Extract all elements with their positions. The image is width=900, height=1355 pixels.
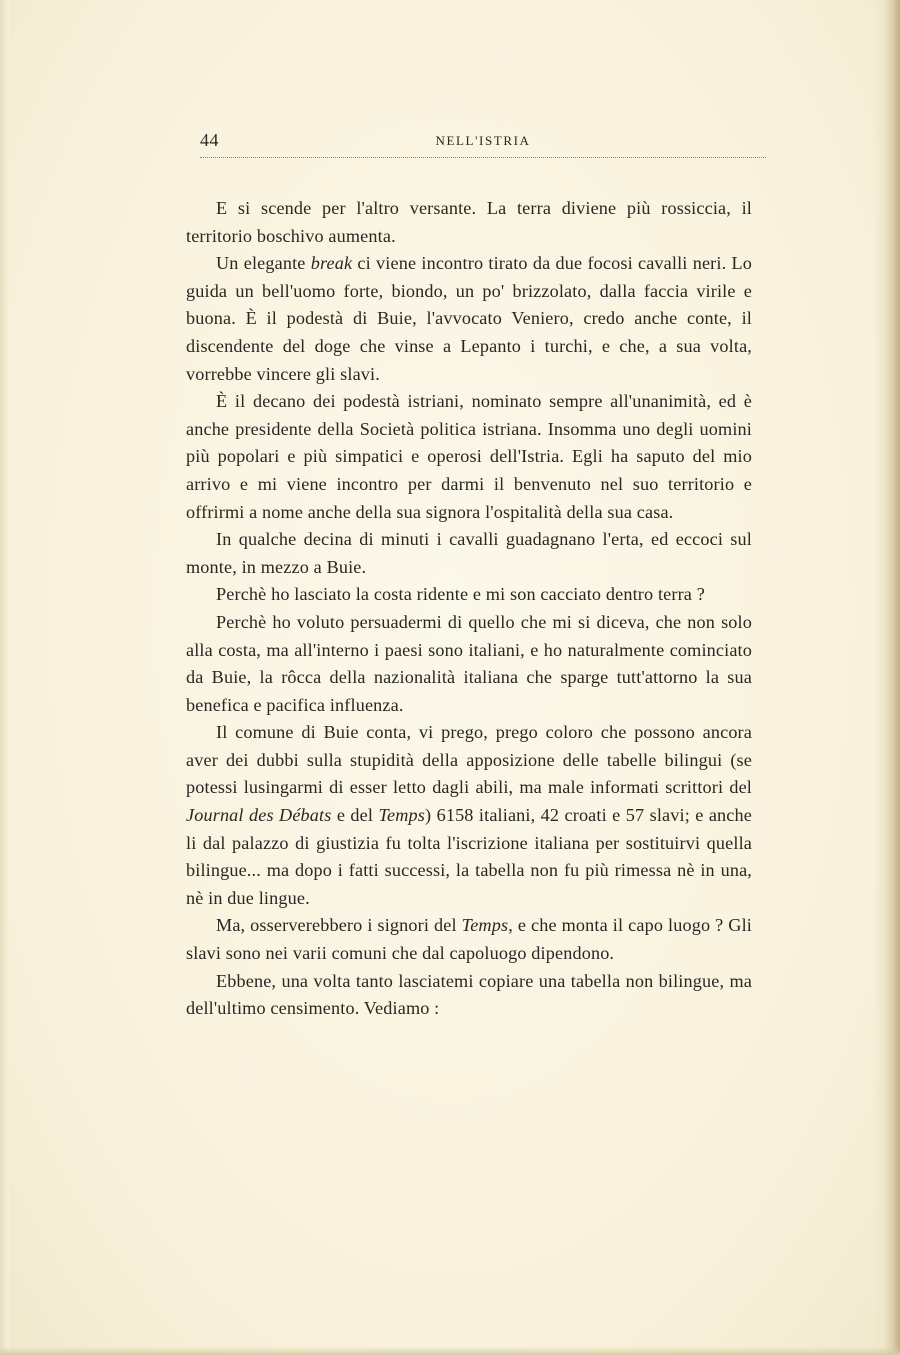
paragraph: Perchè ho lasciato la costa ridente e mi son cacciato dentro terra ? (216, 584, 705, 605)
page-left-edge (0, 0, 10, 1355)
paragraph: Ebbene, una volta tanto lasciatemi copiare una tabella non bilingue, ma dell'ultimo censimento. Vediamo : (186, 970, 752, 1019)
body-text (186, 195, 752, 1023)
paragraph: In qualche decina di minuti i cavalli guadagnano l'erta, ed eccoci sul monte, in mezzo a Buie. (186, 529, 752, 577)
paragraph: E si scende per l'altro versante. La terra diviene più rossiccia, il territorio boschivo aumenta. (186, 198, 752, 246)
paragraph: È il decano dei podestà istriani, nominato sempre all'unanimità, ed è anche presidente della Società politica istriana. Insomma uno degli uomini più popolari e più simpatici e operosi dell'Istria. Egli ha saputo del mio arrivo e mi viene incontro per darmi il benvenuto nel suo territorio e offrirmi a nome anche della sua signora l'ospitalità della sua casa. (186, 391, 752, 522)
paragraph: Ma, osserverebbero i signori del Temps, e che monta il capo luogo ? Gli slavi sono nei varii comuni che dal capoluogo dipendono. (186, 915, 753, 964)
running-title: NELL'ISTRIA (435, 133, 531, 148)
paragraph: Il comune di Buie conta, vi prego, prego coloro che possono ancora aver dei dubbi sulla stupidità della apposizione delle tabelle bilingui (se potessi lusingarmi di esser letto dagli abili, ma male informati scrittori del Journal des Débats e del Temps) 6158 italiani, 42 croati e 57 slavi; e anche li dal palazzo di giustizia fu tolta l'iscrizione italiana per sostituirvi quella bilingue... ma dopo i fatti successi, la tabella non fu più rimessa nè in una, nè in due lingue. (186, 722, 752, 908)
page-number: 44 (200, 130, 219, 150)
paragraph: Un elegante break ci viene incontro tirato da due focosi cavalli neri. Lo guida un bell'uomo forte, biondo, un po' brizzolato, dalla faccia virile e buona. È il podestà di Buie, l'avvocato Veniero, credo anche conte, il discendente del doge che vinse a Lepanto i turchi, e che, a sua volta, vorrebbe vincere gli slavi. (186, 253, 752, 384)
header-dotted-rule (200, 157, 766, 158)
page-bottom-edge (0, 1347, 900, 1355)
paragraph: Perchè ho voluto persuadermi di quello che mi si diceva, che non solo alla costa, ma all'interno i paesi sono italiani, e ho naturalmente cominciato da Buie, la rôcca della nazionalità italiana che sparge tutt'attorno la sua benefica e pacifica influenza. (186, 611, 752, 715)
page-right-edge (874, 0, 900, 1355)
page-header (200, 130, 766, 160)
